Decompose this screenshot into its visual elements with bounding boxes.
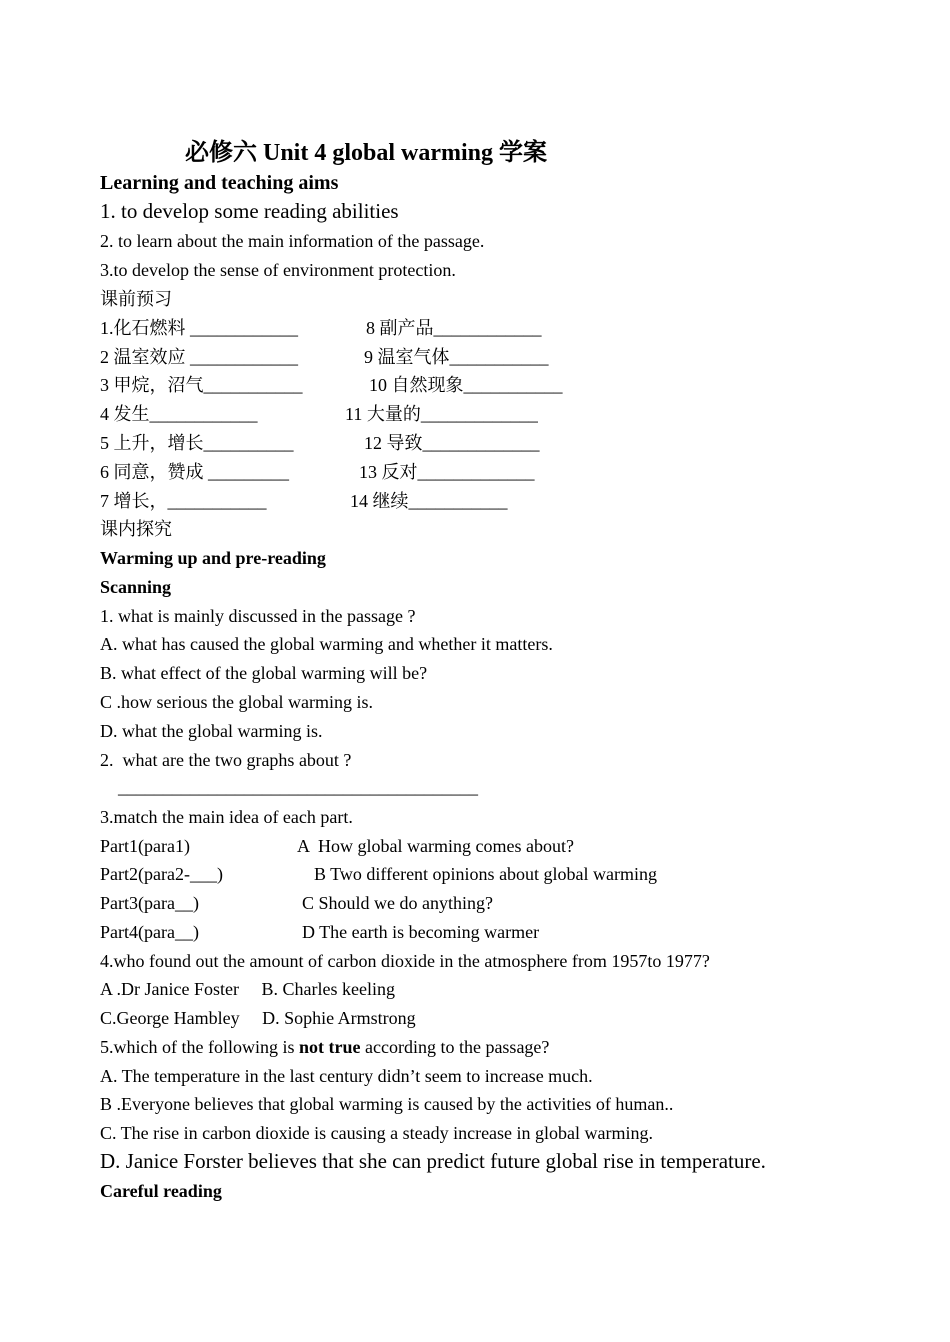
vocab-right-8: 8 副产品____________ [366, 318, 542, 338]
q1-option-a: A. what has caused the global warming and whether it matters. [100, 634, 553, 654]
vocab-left-4: 4 发生____________ [100, 404, 258, 424]
vocab-right-10: 10 自然现象___________ [369, 375, 563, 395]
question-4: 4.who found out the amount of carbon dioxide in the atmosphere from 1957to 1977? [100, 951, 710, 971]
q5-text-pre: 5.which of the following is [100, 1037, 299, 1057]
class-heading: 课内探究 [100, 519, 172, 539]
page-title: 必修六 Unit 4 global warming 学案 [185, 140, 548, 166]
preview-heading: 课前预习 [100, 289, 172, 309]
q3-idea-d: D The earth is becoming warmer [302, 922, 540, 942]
q3-idea-a: A How global warming comes about? [297, 836, 574, 856]
vocab-right-13: 13 反对_____________ [359, 462, 535, 482]
careful-reading-heading: Careful reading [100, 1181, 222, 1201]
q5-text-post: according to the passage? [360, 1037, 550, 1057]
vocab-left-2: 2 温室效应 ____________ [100, 347, 298, 367]
q4-options-cd: C.George Hambley D. Sophie Armstrong [100, 1008, 416, 1028]
aim-item-1: 1. to develop some reading abilities [100, 199, 399, 223]
q3-idea-c: C Should we do anything? [302, 893, 493, 913]
vocab-right-9: 9 温室气体___________ [364, 347, 549, 367]
vocab-left-6: 6 同意，赞成 _________ [100, 462, 289, 482]
q2-answer-blank: ________________________________________ [118, 777, 478, 797]
vocab-right-11: 11 大量的_____________ [345, 404, 538, 424]
q5-option-a: A. The temperature in the last century didn’t seem to increase much. [100, 1066, 593, 1086]
q1-option-d: D. what the global warming is. [100, 721, 323, 741]
q5-text-emphasis: not true [298, 1037, 361, 1057]
vocab-right-12: 12 导致_____________ [364, 433, 540, 453]
q4-options-ab: A .Dr Janice Foster B. Charles keeling [100, 979, 395, 999]
question-5 [100, 1036, 549, 1058]
q5-option-b: B .Everyone believes that global warming is caused by the activities of human.. [100, 1094, 674, 1114]
question-1: 1. what is mainly discussed in the passage ? [100, 606, 416, 626]
vocab-right-14: 14 继续___________ [350, 491, 508, 511]
q1-option-b: B. what effect of the global warming will be? [100, 663, 428, 683]
q3-part-3: Part3(para__) [100, 893, 199, 913]
aim-item-3: 3.to develop the sense of environment protection. [100, 260, 456, 280]
vocab-left-3: 3 甲烷，沼气___________ [100, 375, 303, 395]
question-3: 3.match the main idea of each part. [100, 807, 353, 827]
vocab-left-1: 1.化石燃料 ____________ [100, 318, 298, 338]
scanning-heading: Scanning [100, 577, 172, 597]
q3-part-1: Part1(para1) [100, 836, 190, 856]
q5-option-d: D. Janice Forster believes that she can predict future global rise in temperature. [100, 1149, 766, 1173]
warming-up-heading: Warming up and pre-reading [100, 548, 326, 568]
question-2: 2. what are the two graphs about ? [100, 750, 352, 770]
q3-part-2: Part2(para2-___) [100, 864, 223, 884]
aims-heading: Learning and teaching aims [100, 172, 339, 194]
q1-option-c: C .how serious the global warming is. [100, 692, 373, 712]
aim-item-2: 2. to learn about the main information of the passage. [100, 231, 485, 251]
q3-idea-b: B Two different opinions about global warming [314, 864, 658, 884]
q3-part-4: Part4(para__) [100, 922, 199, 942]
vocab-left-7: 7 增长，___________ [100, 491, 267, 511]
q5-option-c: C. The rise in carbon dioxide is causing a steady increase in global warming. [100, 1123, 654, 1143]
vocab-left-5: 5 上升，增长__________ [100, 433, 294, 453]
